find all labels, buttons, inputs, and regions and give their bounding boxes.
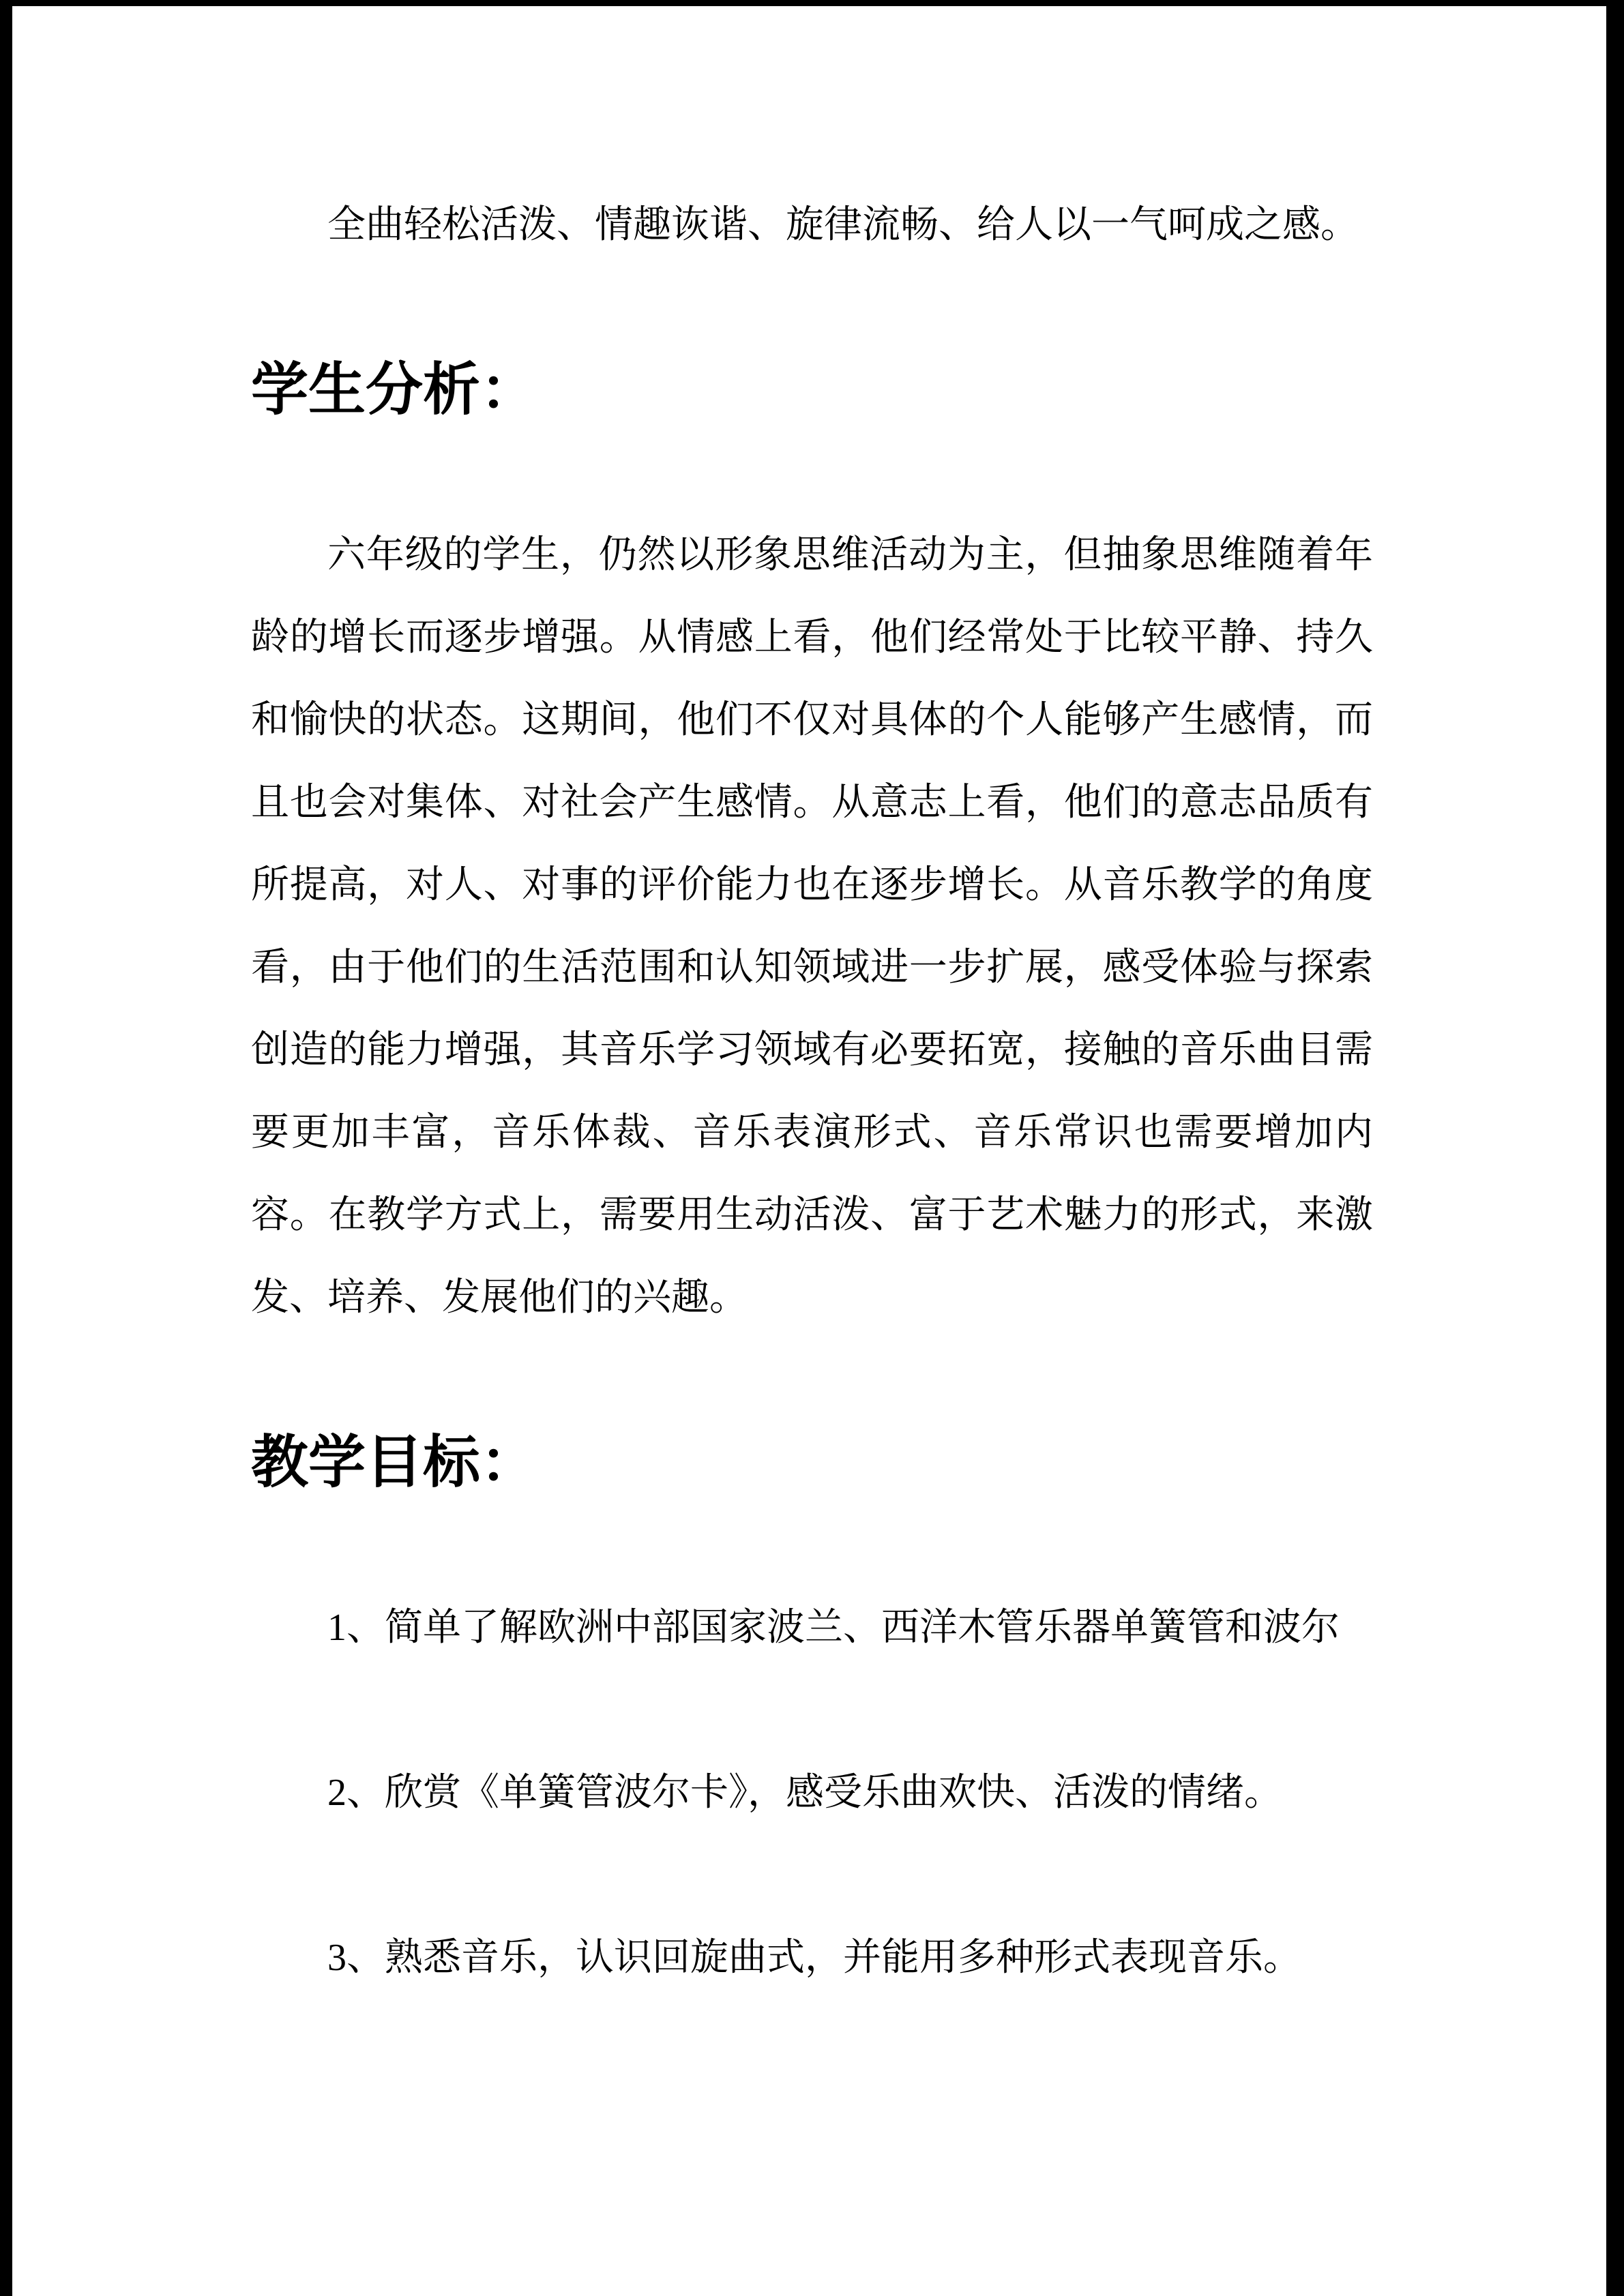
- document-page: [251, 184, 1373, 2082]
- scan-edge-right: [1606, 0, 1624, 2296]
- intro-paragraph: 全曲轻松活泼、情趣诙谐、旋律流畅、给人以一气呵成之感。: [327, 204, 1359, 246]
- scan-edge-left: [0, 0, 12, 2296]
- section-heading-student-analysis: 学生分析：: [251, 359, 538, 422]
- teaching-goal-item-3: 3、熟悉音乐，认识回旋曲式，并能用多种形式表现音乐。: [327, 1937, 1301, 1979]
- teaching-goal-item-1: 1、简单了解欧洲中部国家波兰、西洋木管乐器单簧管和波尔: [327, 1607, 1340, 1649]
- scan-edge-top: [0, 0, 1624, 6]
- teaching-goal-item-2: 2、欣赏《单簧管波尔卡》，感受乐曲欢快、活泼的情绪。: [327, 1772, 1282, 1814]
- section-heading-teaching-goals: 教学目标：: [251, 1431, 538, 1495]
- student-analysis-paragraph: 六年级的学生，仍然以形象思维活动为主，但抽象思维随着年龄的增长而逐步增强。从情感上看，他们经常处于比较平静、持久和愉快的状态。这期间，他们不仅对具体的个人能够产生感情，而且也会对集体、对社会产生感情。从意志上看，他们的意志品质有所提高，对人、对事的评价能力也在逐步增长。从音乐教学的角度看，由于他们的生活范围和认知领域进一步扩展，感受体验与探索创造的能力增强，其音乐学习领域有必要拓宽，接触的音乐曲目需要更加丰富，音乐体裁、音乐表演形式、音乐常识也需要增加内容。在教学方式上，需要用生动活泼、富于艺术魅力的形式，来激发、培养、发展他们的兴趣。: [251, 534, 1373, 1319]
